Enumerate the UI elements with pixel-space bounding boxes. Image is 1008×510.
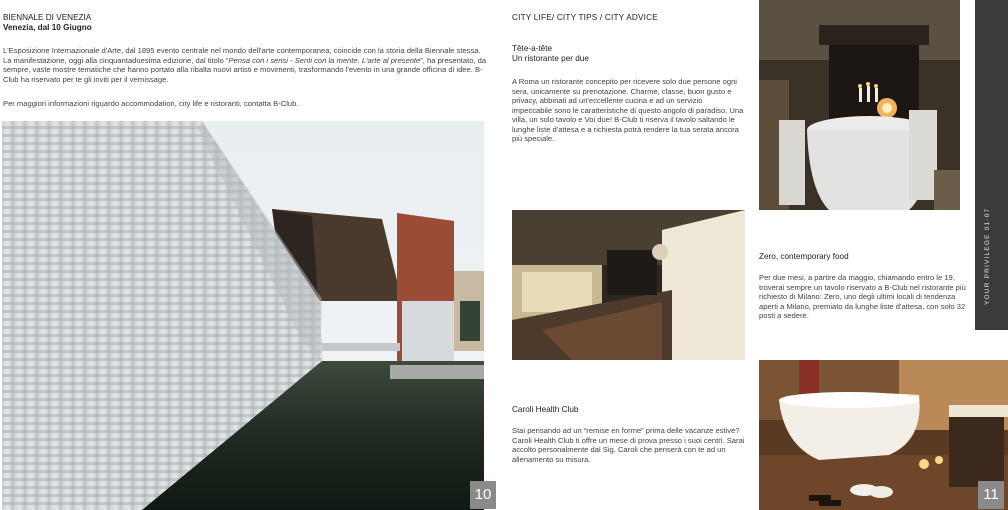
caroli-body: Stai pensando ad un “remise en forme” prima delle vacanze estive? Caroli Health Club ti offre un mese di prova presso i suoi centri. Sarai accolto personalmente dal Sig. Caroli che penserà con te ad un allenamento su misura. (512, 426, 745, 464)
intro-italic-title: Pensa con i sensi - Senti con la mente. L'arte al presente (228, 55, 421, 65)
event-date: Venezia, dal 10 Giugno (3, 23, 92, 32)
restaurant-dinner-photo (759, 0, 960, 210)
tete-title (512, 44, 742, 64)
tete-title-line2: Un ristorante per due (512, 54, 589, 63)
intro-text-2: ”, ha presentato, da sempre, vaste mostre tematiche che hanno portato alla ribalta nuovi artisti e movimenti, trasformando l'evento in una grande officina di idee. B-Club ha riservato per te gli inviti per il vernissage. (3, 55, 487, 84)
sidebar-strip (975, 0, 1008, 330)
tete-title-line1: Tête-a-tête (512, 44, 553, 53)
event-title: BIENNALE DI VENEZIA (3, 13, 92, 22)
page-number-right: 11 (978, 481, 1004, 509)
health-club-bath-photo (759, 360, 1008, 510)
zero-restaurant-photo (512, 210, 745, 360)
sidebar-label: YOUR PRIVILEGE 01·07 (984, 207, 991, 305)
event-header (3, 13, 303, 33)
biennale-photo (2, 121, 484, 510)
event-intro (3, 46, 491, 84)
contact-note: Per maggiori informazioni riguardo accommodation, city life e ristoranti, contatta B-Club. (3, 99, 299, 108)
intro-text-1: L'Esposizione Internazionale d'Arte, dal 1895 evento centrale nel mondo dell'arte contemporanea, coincide con la storia della Biennale stessa. La manifestazione, oggi alla cinquantaduesima edizione, dal titolo “ (3, 46, 481, 65)
zero-body: Per due mesi, a partire da maggio, chiamando entro le 19, troverai sempre un tavolo riservato a B-Club nel ristorante più richiesto di Milano: Zero, uno degli ultimi locali di tendenza aperti a Milano, premiato da lunghe liste d'attesa, con solo 32 posti a sedere. (759, 273, 966, 320)
zero-title: Zero, contemporary food (759, 252, 849, 261)
tete-body: A Roma un ristorante concepito per ricevere solo due persone ogni sera, unicamente su prenotazione. Charme, classe, buon gusto e privacy, abbinati ad un'eccellente cucina e ad un servizio impeccabile sono le caratteristiche di questo angolo di paradiso. Una villa, un solo tavolo e Voi due! B-Club ti riserva il tavolo saltando le lunghe liste d'attesa e a richiesta potrà rendere la tua serata ancora più speciale. (512, 77, 744, 143)
caroli-title: Caroli Health Club (512, 405, 579, 414)
section-title: CITY LIFE/ CITY TIPS / CITY ADVICE (512, 13, 658, 22)
page-number-left: 10 (470, 481, 496, 509)
